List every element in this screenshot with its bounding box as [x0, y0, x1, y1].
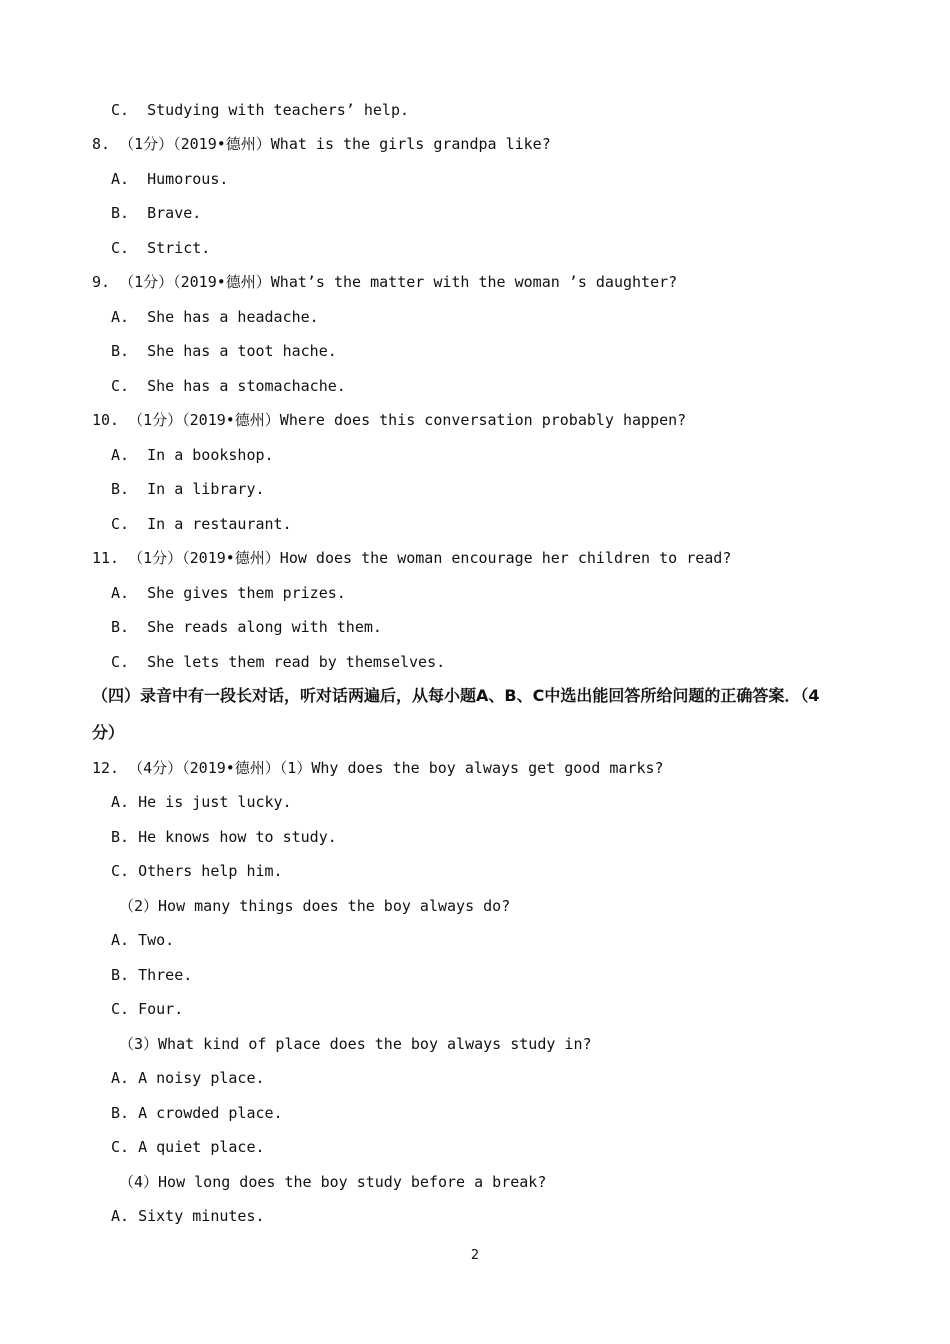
option-11b: B. She reads along with them.	[111, 618, 382, 636]
option-10a: A. In a bookshop.	[111, 446, 274, 464]
question-9: 9. （1分）（2019•德州）What’s the matter with the woman ’s daughter?	[92, 273, 678, 291]
option-12-4a: A. Sixty minutes.	[111, 1207, 265, 1225]
section-heading: （四）录音中有一段长对话，听对话两遍后，从每小题A、B、C中选出能回答所给问题的正确答案．（4	[92, 686, 820, 705]
option-8c: C. Strict.	[111, 239, 211, 257]
option-10c: C. In a restaurant.	[111, 515, 292, 533]
question-10: 10. （1分）（2019•德州）Where does this conversation probably happen?	[92, 411, 687, 429]
option-10b: B. In a library.	[111, 480, 265, 498]
option-9c: C. She has a stomachache.	[111, 377, 346, 395]
option-12-2c: C. Four.	[111, 1000, 184, 1018]
option-12-2a: A. Two.	[111, 931, 175, 949]
option-11a: A. She gives them prizes.	[111, 584, 346, 602]
option-12-3a: A. A noisy place.	[111, 1069, 265, 1087]
subquestion-12-4: （4）How long does the boy study before a break?	[119, 1173, 547, 1191]
option-12-1b: B. He knows how to study.	[111, 828, 337, 846]
option-9b: B. She has a toot hache.	[111, 342, 337, 360]
option-11c: C. She lets them read by themselves.	[111, 653, 446, 671]
option-9a: A. She has a headache.	[111, 308, 319, 326]
option-8b: B. Brave.	[111, 204, 202, 222]
option-12-3b: B. A crowded place.	[111, 1104, 283, 1122]
question-8: 8. （1分）（2019•德州）What is the girls grandpa like?	[92, 135, 551, 153]
question-11: 11. （1分）（2019•德州）How does the woman encourage her children to read?	[92, 549, 732, 567]
section-heading-cont: 分）	[92, 723, 125, 742]
subquestion-12-2: （2）How many things does the boy always do?	[119, 897, 511, 915]
option-12-1a: A. He is just lucky.	[111, 793, 292, 811]
page-number: 2	[470, 1248, 480, 1263]
option-7c: C. Studying with teachers’ help.	[111, 101, 410, 119]
option-12-3c: C. A quiet place.	[111, 1138, 265, 1156]
subquestion-12-3: （3）What kind of place does the boy always study in?	[119, 1035, 592, 1053]
option-8a: A. Humorous.	[111, 170, 229, 188]
option-12-1c: C. Others help him.	[111, 862, 283, 880]
option-12-2b: B. Three.	[111, 966, 193, 984]
question-12: 12. （4分）（2019•德州）（1）Why does the boy always get good marks?	[92, 759, 664, 777]
